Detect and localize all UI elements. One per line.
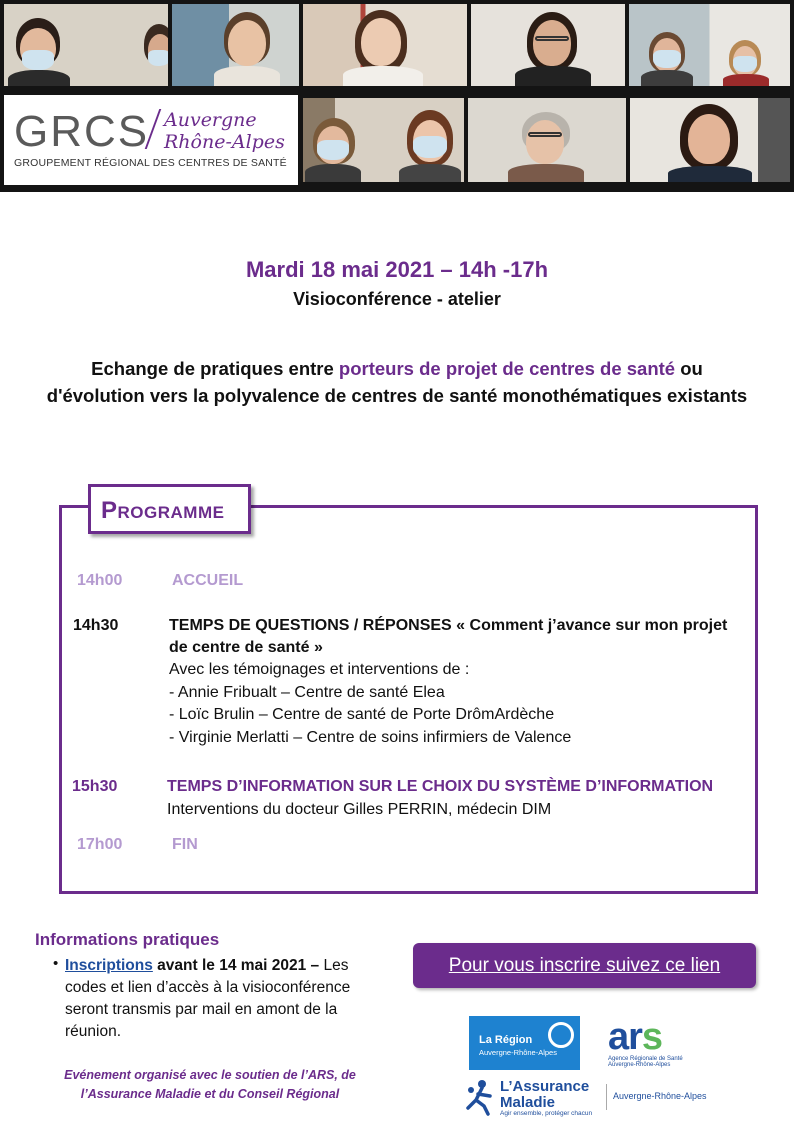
ars-logo-sub: Agence Régionale de Santé Auvergne-Rhône-Alpes: [608, 1056, 683, 1068]
participant-photo: [471, 4, 625, 86]
speaker-line: - Loïc Brulin – Centre de santé de Porte DrômArdèche: [169, 706, 555, 723]
logo-tagline: GROUPEMENT RÉGIONAL DES CENTRES DE SANTÉ: [14, 157, 287, 169]
programme-item-title: ACCUEIL: [172, 572, 244, 589]
programme-time: 14h30: [73, 617, 119, 634]
programme-item-detail: Interventions du docteur Gilles PERRIN, médecin DIM: [167, 801, 552, 818]
ars-logo-text: [608, 1016, 662, 1059]
region-logo: [469, 1016, 580, 1070]
programme-time: 15h30: [72, 778, 118, 795]
programme-time: 17h00: [77, 836, 123, 853]
assurance-maladie-figure-icon: [464, 1078, 494, 1116]
participant-photo: [630, 98, 790, 182]
speaker-line: - Annie Fribualt – Centre de santé Elea: [169, 684, 445, 701]
registration-link[interactable]: Inscriptions: [65, 957, 153, 974]
event-date: Mardi 18 mai 2021 – 14h -17h: [245, 257, 549, 282]
am-logo-line1: L’Assurance: [500, 1078, 590, 1095]
participant-photo: [172, 4, 299, 86]
event-format: Visioconférence - atelier: [293, 289, 501, 309]
speaker-line: - Virginie Merlatti – Centre de soins infirmiers de Valence: [169, 729, 572, 746]
assurance-maladie-logo: [462, 1076, 602, 1120]
am-logo-line2: Maladie: [500, 1094, 556, 1111]
programme-item-title: FIN: [172, 836, 198, 853]
sponsor-note: Evénement organisé avec le soutien de l’ARS, de l’Assurance Maladie et du Conseil Régional: [64, 1068, 356, 1101]
description-part2: ou d'évolution vers la polyvalence de centres de santé monothématiques existants: [46, 358, 748, 406]
am-logo-slogan: Agir ensemble, protéger chacun: [500, 1110, 593, 1117]
grcs-logo: [4, 95, 298, 185]
register-button[interactable]: Pour vous inscrire suivez ce lien: [413, 943, 756, 988]
registration-deadline: avant le 14 mai 2021 –: [152, 957, 320, 974]
practical-info-body: Les codes et lien d’accès à la visioconférence seront transmis par mail en amont de la réunion.: [65, 957, 351, 1040]
participant-photo: [303, 4, 467, 86]
logo-region-line2: Rhône-Alpes: [164, 131, 285, 153]
logo-acronym: GRCS: [14, 107, 150, 156]
practical-info-text: [65, 955, 375, 1043]
programme-time: 14h00: [77, 572, 123, 589]
ars-logo-s: s: [641, 1016, 663, 1058]
region-logo-sub: Auvergne-Rhône-Alpes: [479, 1048, 557, 1057]
bullet-icon: •: [53, 955, 59, 972]
programme-item-title: TEMPS D’INFORMATION SUR LE CHOIX DU SYSTÈME D’INFORMATION: [167, 778, 714, 795]
practical-info-title: Informations pratiques: [35, 930, 220, 949]
participant-photo: [303, 98, 464, 182]
participant-photo: [468, 98, 626, 182]
programme-item-title: TEMPS DE QUESTIONS / RÉPONSES « Comment j’avance sur mon projet: [169, 617, 728, 634]
programme-header-tab: [88, 484, 251, 534]
logo-separator: [606, 1084, 607, 1110]
participant-photo: [4, 4, 168, 86]
participant-photo: [629, 4, 790, 86]
description-part1: Echange de pratiques entre: [91, 358, 339, 379]
am-logo-region: Auvergne-Rhône-Alpes: [613, 1091, 707, 1101]
ars-logo: [606, 1016, 700, 1068]
programme-item-intro: Avec les témoignages et interventions de :: [169, 661, 470, 678]
description-highlight: porteurs de projet de centres de santé: [338, 358, 676, 379]
programme-title: Programme: [101, 497, 225, 524]
header-photo-banner: [0, 0, 794, 192]
ars-logo-ar: ar: [608, 1016, 642, 1058]
region-mark-icon: [548, 1022, 574, 1048]
event-description: [40, 355, 754, 409]
banner-bottom-border: [0, 185, 794, 192]
region-logo-name: La Région: [479, 1034, 533, 1046]
programme-item-title-cont: de centre de santé »: [169, 639, 323, 656]
logo-region-line1: Auvergne: [164, 109, 257, 131]
